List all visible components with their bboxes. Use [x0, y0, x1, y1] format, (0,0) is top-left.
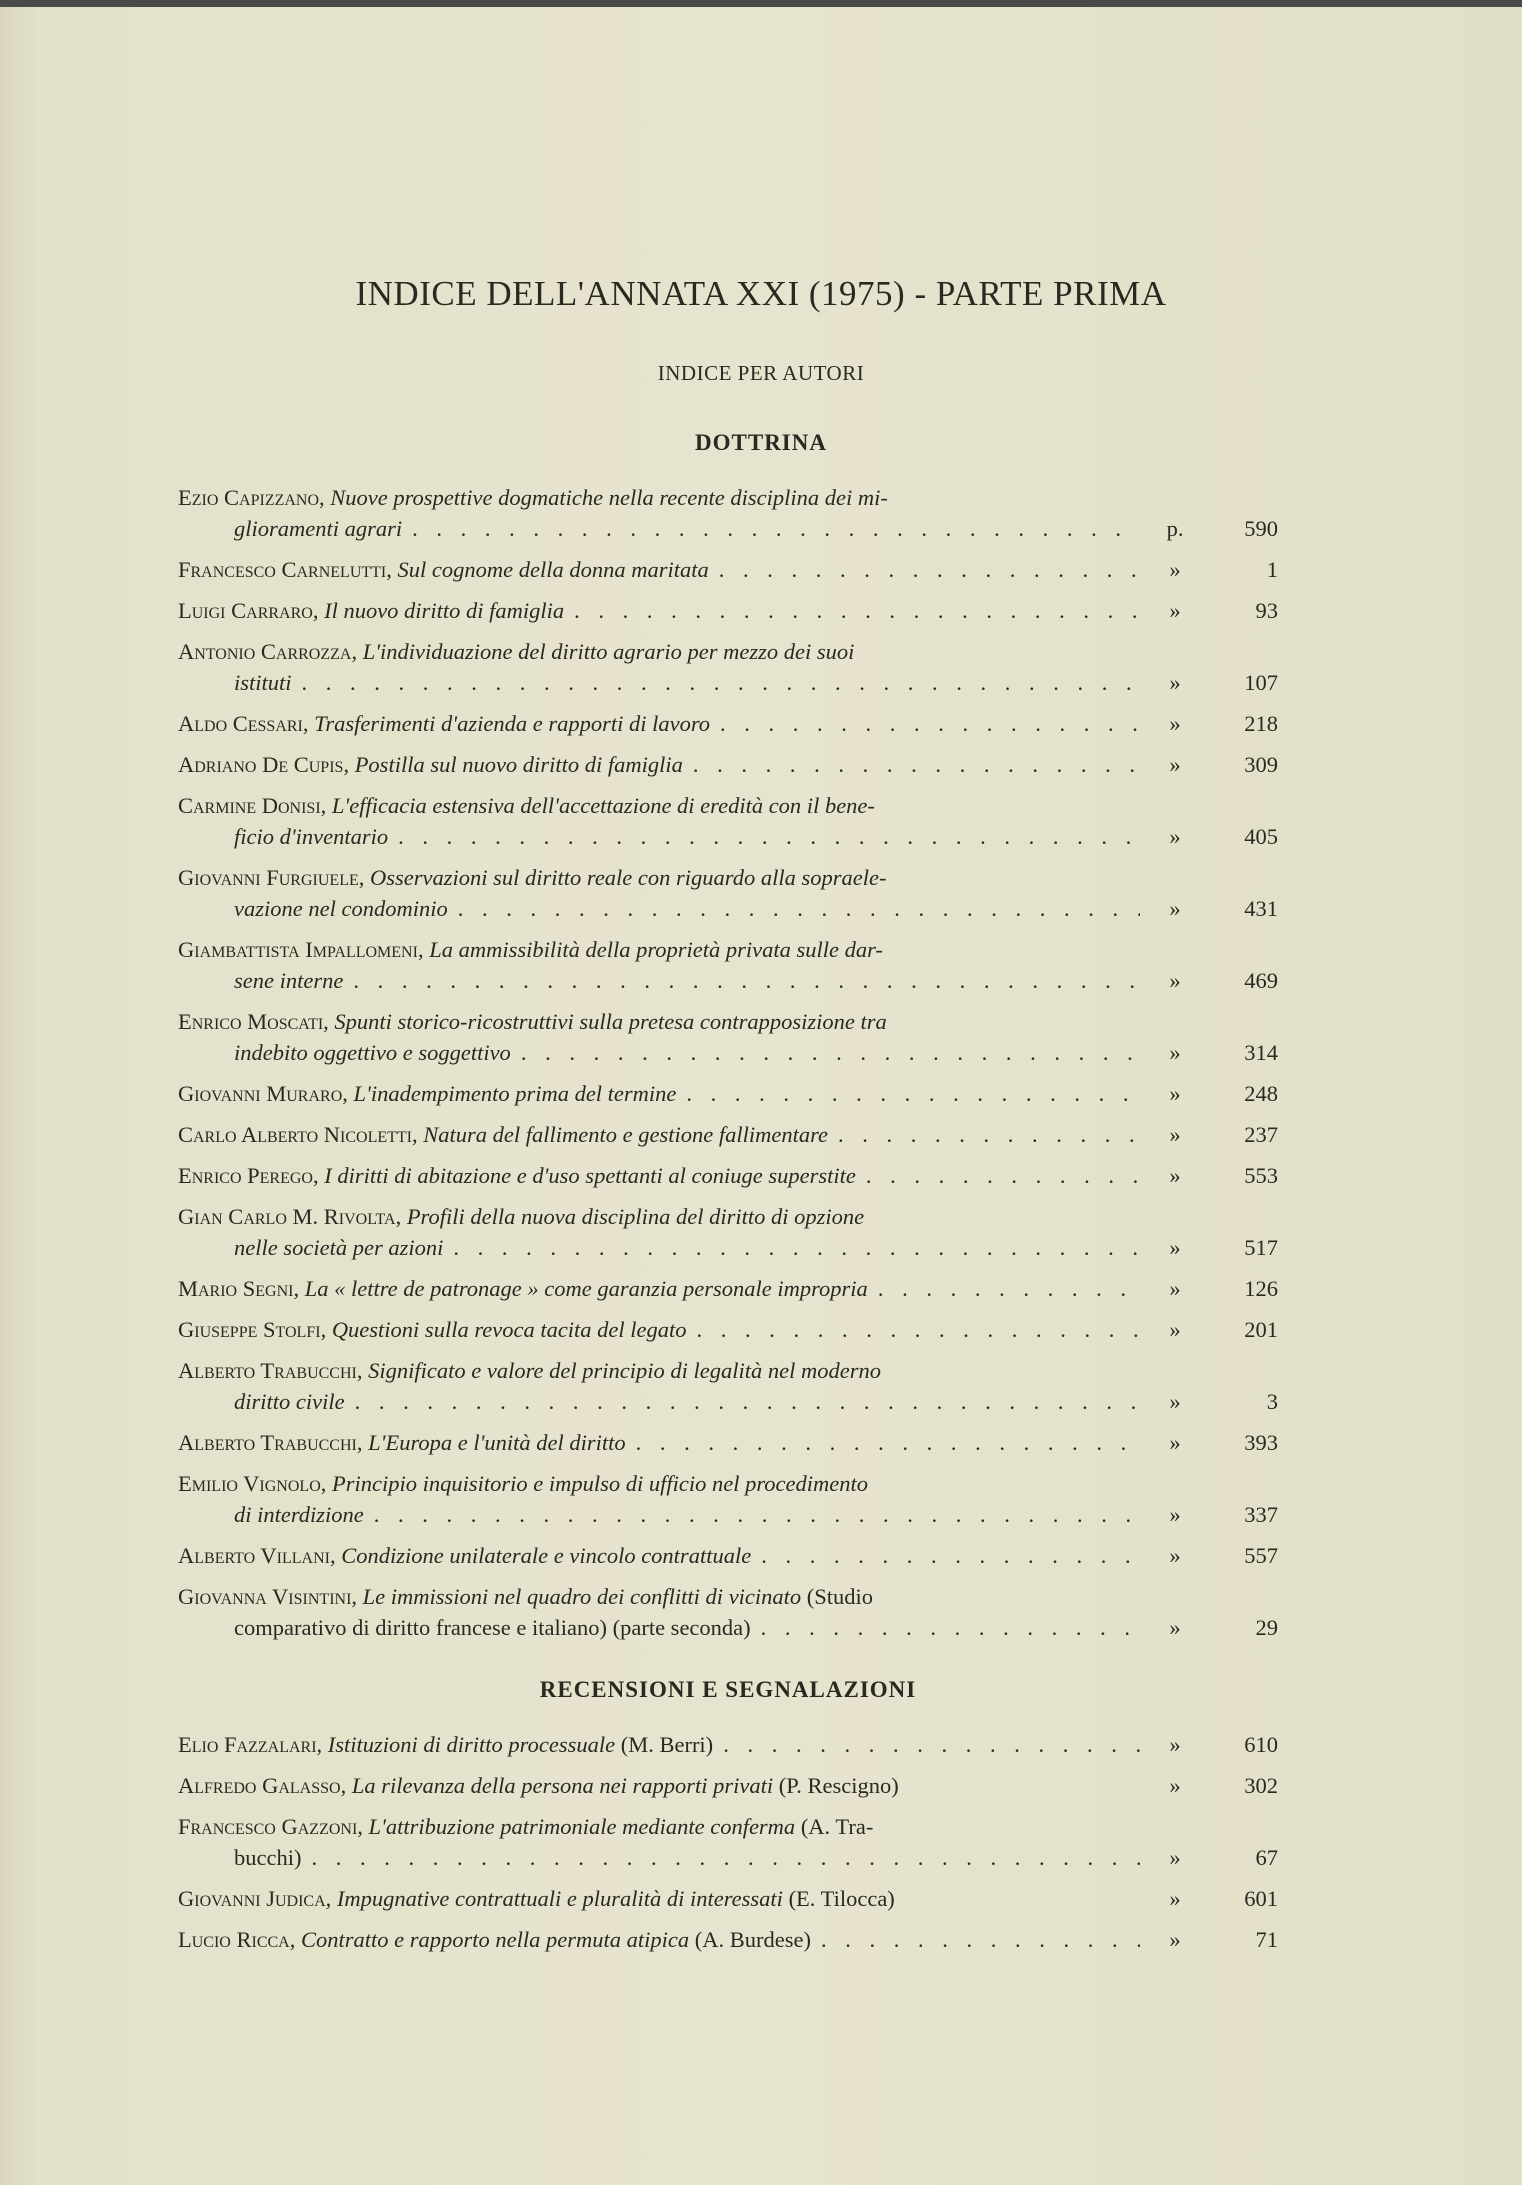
entry-text-run: Lucio Ricca, Contratto e rapporto nella permuta atipica (A. Burdese) [178, 1927, 811, 1952]
entry-text [178, 749, 1140, 780]
page-number: 126 [1244, 1276, 1278, 1301]
entry-text-run: Adriano De Cupis, Postilla sul nuovo diritto di famiglia [178, 752, 683, 777]
author-name: Giovanna Visintini [178, 1584, 352, 1609]
entry-line [178, 1201, 1278, 1232]
entry-text-run [234, 1499, 364, 1530]
index-entry [178, 1924, 1278, 1955]
article-title: Principio inquisitorio e impulso di ufficio nel procedimento [332, 1471, 868, 1496]
page-number: 71 [1255, 1927, 1278, 1952]
entry-text [178, 1201, 1140, 1232]
page-number: 309 [1244, 752, 1278, 777]
page-number: 337 [1244, 1502, 1278, 1527]
index-entry [178, 1201, 1278, 1263]
page-marker: » [1169, 968, 1181, 993]
page-marker: » [1169, 1430, 1181, 1455]
entry-text-run [234, 965, 343, 996]
entry-text-run: Giambattista Impallomeni, La ammissibilità della proprietà privata sulle dar- [178, 937, 883, 962]
article-title: Sul cognome della donna maritata [397, 557, 709, 582]
author-name: Aldo Cessari [178, 711, 303, 736]
page-marker: » [1169, 1502, 1181, 1527]
entry-text-run: Alberto Villani, Condizione unilaterale e vincolo contrattuale [178, 1543, 752, 1568]
entry-text [178, 1355, 1140, 1386]
page-number: 218 [1244, 711, 1278, 736]
page-marker: » [1169, 1235, 1181, 1260]
entry-text-run: Emilio Vignolo, Principio inquisitorio e impulso di ufficio nel procedimento [178, 1471, 868, 1496]
entry-text-run: Francesco Carnelutti, Sul cognome della donna maritata [178, 557, 709, 582]
entry-line [178, 1160, 1278, 1191]
entry-text [178, 1078, 1140, 1109]
entry-text [178, 965, 1140, 996]
article-title-cont: di interdizione [234, 1502, 364, 1527]
page-marker: » [1169, 1845, 1181, 1870]
entry-text-run [234, 821, 388, 852]
entry-text [178, 790, 1140, 821]
page-number: 201 [1244, 1317, 1278, 1342]
page-marker: » [1169, 598, 1181, 623]
entry-line [178, 1811, 1278, 1842]
entry-line [178, 1314, 1278, 1345]
page-number: 302 [1244, 1773, 1278, 1798]
index-entry [178, 554, 1278, 585]
index-entry [178, 1160, 1278, 1191]
page-number: 601 [1244, 1886, 1278, 1911]
index-entry [178, 1729, 1278, 1760]
reviewer-note: (M. Berri) [620, 1732, 714, 1757]
article-title: Nuove prospettive dogmatiche nella recente disciplina dei mi- [330, 485, 888, 510]
dot-leader [443, 1232, 1140, 1263]
author-name: Giovanni Furgiuele [178, 865, 359, 890]
article-title: Contratto e rapporto nella permuta atipica [300, 1927, 690, 1952]
article-title-cont: sene interne [234, 968, 344, 993]
section-heading-dottrina: DOTTRINA [695, 430, 827, 455]
entry-line [178, 1273, 1278, 1304]
entry-text [178, 1499, 1140, 1530]
entry-line [178, 790, 1278, 821]
entry-text-run: Antonio Carrozza, L'individuazione del diritto agrario per mezzo dei suoi [178, 639, 855, 664]
entry-text-run: Alfredo Galasso, La rilevanza della persona nei rapporti privati (P. Rescigno) [178, 1773, 899, 1798]
entry-text-run [234, 893, 448, 924]
entry-text-run: Giovanni Judica, Impugnative contrattuali e pluralità di interessati (E. Tilocca) [178, 1886, 895, 1911]
article-title: Istituzioni di diritto processuale [327, 1732, 616, 1757]
index-entry [178, 708, 1278, 739]
entry-line [178, 893, 1278, 924]
reviewer-note: (E. Tilocca) [788, 1886, 895, 1911]
entry-line [178, 965, 1278, 996]
dot-leader [676, 1078, 1140, 1109]
entry-line [178, 934, 1278, 965]
author-name: Elio Fazzalari [178, 1732, 317, 1757]
scan-top-edge [0, 0, 1522, 7]
entry-line [178, 513, 1278, 544]
entry-line [178, 1540, 1278, 1571]
dot-leader [868, 1273, 1140, 1304]
entry-line [178, 1078, 1278, 1109]
article-title: La « lettre de patronage » come garanzia personale impropria [304, 1276, 868, 1301]
entry-line [178, 1581, 1278, 1612]
index-subtitle: INDICE PER AUTORI [657, 361, 865, 385]
index-entry [178, 482, 1278, 544]
entry-line [178, 1499, 1278, 1530]
entry-line [178, 749, 1278, 780]
entry-text [178, 636, 1140, 667]
entry-text [178, 1883, 1140, 1914]
entry-line [178, 1119, 1278, 1150]
entry-text-run: Luigi Carraro, Il nuovo diritto di famiglia [178, 598, 565, 623]
entry-text-run [234, 513, 402, 544]
article-title: Osservazioni sul diritto reale con riguardo alla sopraele- [370, 865, 887, 890]
page-marker: p. [1166, 516, 1184, 541]
entry-line [178, 554, 1278, 585]
page-number: 93 [1255, 598, 1278, 623]
index-entry [178, 934, 1278, 996]
entry-text [178, 893, 1140, 924]
entry-text-run [234, 1037, 511, 1068]
author-name: Alberto Trabucchi [178, 1358, 357, 1383]
entry-text-run [234, 1612, 751, 1643]
entry-text [178, 513, 1140, 544]
page-marker: » [1169, 824, 1181, 849]
author-name: Alberto Trabucchi [178, 1430, 357, 1455]
dot-leader [388, 821, 1140, 852]
dot-leader [751, 1612, 1140, 1643]
entry-text-run: Mario Segni, La « lettre de patronage » come garanzia personale impropria [178, 1276, 868, 1301]
article-title: La rilevanza della persona nei rapporti privati [351, 1773, 774, 1798]
index-entry [178, 1427, 1278, 1458]
index-entry [178, 1770, 1278, 1801]
entry-text-run: Francesco Gazzoni, L'attribuzione patrimoniale mediante conferma (A. Tra- [178, 1814, 874, 1839]
page-number: 393 [1244, 1430, 1278, 1455]
entry-text [178, 1314, 1140, 1345]
index-entry [178, 1078, 1278, 1109]
dot-leader [292, 667, 1140, 698]
page-marker: » [1169, 1276, 1181, 1301]
index-entry [178, 1811, 1278, 1873]
entry-text [178, 1273, 1140, 1304]
reviewer-note: (Studio [806, 1584, 874, 1609]
author-name: Giovanni Judica [178, 1886, 326, 1911]
page-number: 557 [1244, 1543, 1278, 1568]
author-name: Adriano De Cupis [178, 752, 344, 777]
dot-leader [626, 1427, 1140, 1458]
author-name: Giambattista Impallomeni [178, 937, 418, 962]
entry-text [178, 1119, 1140, 1150]
entry-line [178, 1232, 1278, 1263]
author-name: Lucio Ricca [178, 1927, 290, 1952]
page-number: 469 [1244, 968, 1278, 993]
author-name: Enrico Perego [178, 1163, 313, 1188]
dot-leader [709, 554, 1140, 585]
entry-text [178, 1232, 1140, 1263]
entry-text [178, 1540, 1140, 1571]
index-entry [178, 790, 1278, 852]
author-name: Carmine Donisi [178, 793, 321, 818]
index-entry [178, 1355, 1278, 1417]
dot-leader [687, 1314, 1140, 1345]
author-name: Ezio Capizzano [178, 485, 320, 510]
article-title: L'Europa e l'unità del diritto [368, 1430, 626, 1455]
index-entry [178, 636, 1278, 698]
dot-leader [811, 1924, 1140, 1955]
dot-leader [710, 708, 1140, 739]
entry-text-run [234, 1386, 345, 1417]
page-marker: » [1169, 1886, 1181, 1911]
entry-text-run: Giovanna Visintini, Le immissioni nel quadro dei conflitti di vicinato (Studio [178, 1584, 874, 1609]
entry-text [178, 667, 1140, 698]
entry-text [178, 1924, 1140, 1955]
article-title: Trasferimenti d'azienda e rapporti di lavoro [314, 711, 710, 736]
author-name: Emilio Vignolo [178, 1471, 321, 1496]
entry-text-run [234, 1232, 443, 1263]
article-title: Significato e valore del principio di legalità nel moderno [368, 1358, 881, 1383]
reviewer-note: (P. Rescigno) [778, 1773, 899, 1798]
entry-line [178, 1612, 1278, 1643]
article-title-cont: vazione nel condominio [234, 896, 448, 921]
article-title: Il nuovo diritto di famiglia [324, 598, 565, 623]
page-marker: » [1169, 1317, 1181, 1342]
entry-line [178, 1770, 1278, 1801]
page-number: 29 [1255, 1615, 1278, 1640]
article-title: L'inadempimento prima del termine [353, 1081, 677, 1106]
article-title: L'efficacia estensiva dell'accettazione di eredità con il bene- [331, 793, 875, 818]
entry-text-run: Aldo Cessari, Trasferimenti d'azienda e rapporti di lavoro [178, 711, 710, 736]
author-name: Francesco Gazzoni [178, 1814, 358, 1839]
entry-line [178, 482, 1278, 513]
author-name: Giuseppe Stolfi [178, 1317, 321, 1342]
entry-text [178, 482, 1140, 513]
entry-text-run: Enrico Perego, I diritti di abitazione e d'uso spettanti al coniuge superstite [178, 1163, 856, 1188]
entry-text-run: Giuseppe Stolfi, Questioni sulla revoca tacita del legato [178, 1317, 687, 1342]
entry-text-run: Elio Fazzalari, Istituzioni di diritto processuale (M. Berri) [178, 1732, 714, 1757]
entry-line [178, 821, 1278, 852]
entry-text-run [234, 667, 292, 698]
page-marker: » [1169, 1389, 1181, 1414]
index-entry [178, 1581, 1278, 1643]
entry-text-run: Alberto Trabucchi, L'Europa e l'unità del diritto [178, 1430, 626, 1455]
page-number: 248 [1244, 1081, 1278, 1106]
index-entry [178, 1119, 1278, 1150]
entry-line [178, 595, 1278, 626]
article-title-cont: ficio d'inventario [234, 824, 389, 849]
page-number: 107 [1244, 670, 1278, 695]
reviewer-note: (A. Burdese) [694, 1927, 811, 1952]
page-number: 237 [1244, 1122, 1278, 1147]
section-heading: RECENSIONI E SEGNALAZIONI [539, 1677, 917, 1702]
entry-text-run [234, 1842, 301, 1873]
entry-text-run: Giovanni Furgiuele, Osservazioni sul diritto reale con riguardo alla sopraele- [178, 865, 887, 890]
entry-line [178, 1729, 1278, 1760]
dot-leader [683, 749, 1140, 780]
entry-line [178, 708, 1278, 739]
entry-text [178, 595, 1140, 626]
article-title-cont: glioramenti agrari [234, 516, 403, 541]
author-name: Alfredo Galasso [178, 1773, 341, 1798]
entry-text-run: Enrico Moscati, Spunti storico-ricostruttivi sulla pretesa contrapposizione tra [178, 1009, 887, 1034]
article-title: Natura del fallimento e gestione fallimentare [423, 1122, 829, 1147]
page-number: 3 [1266, 1389, 1278, 1414]
entry-text-run: Carlo Alberto Nicoletti, Natura del fallimento e gestione fallimentare [178, 1122, 829, 1147]
page-marker: » [1169, 711, 1181, 736]
page-title: INDICE DELL'ANNATA XXI (1975) - PARTE PRIMA [355, 274, 1167, 313]
entry-text-run: Ezio Capizzano, Nuove prospettive dogmatiche nella recente disciplina dei mi- [178, 485, 888, 510]
index-entry [178, 1468, 1278, 1530]
index-entry [178, 1314, 1278, 1345]
index-entry [178, 1540, 1278, 1571]
page-marker: » [1169, 1122, 1181, 1147]
article-title: Condizione unilaterale e vincolo contrattuale [341, 1543, 752, 1568]
entry-text [178, 1729, 1140, 1760]
entry-text [178, 1842, 1140, 1873]
entry-line [178, 862, 1278, 893]
article-title-cont: istituti [234, 670, 292, 695]
article-title: L'attribuzione patrimoniale mediante conferma [368, 1814, 796, 1839]
index-entry [178, 862, 1278, 924]
entry-line [178, 1037, 1278, 1068]
entry-text [178, 862, 1140, 893]
entry-text [178, 1468, 1140, 1499]
entry-text [178, 708, 1140, 739]
page-marker: » [1169, 1615, 1181, 1640]
page-marker: » [1169, 670, 1181, 695]
article-title: La ammissibilità della proprietà privata sulle dar- [429, 937, 883, 962]
index-list [178, 482, 1278, 1965]
page-marker: » [1169, 1081, 1181, 1106]
article-title: Impugnative contrattuali e pluralità di interessati [336, 1886, 783, 1911]
entry-text-run: Alberto Trabucchi, Significato e valore del principio di legalità nel moderno [178, 1358, 881, 1383]
entry-text [178, 1770, 1140, 1801]
dot-leader [364, 1499, 1140, 1530]
page-number: 610 [1244, 1732, 1278, 1757]
article-title-cont: indebito oggettivo e soggettivo [234, 1040, 511, 1065]
author-name: Luigi Carraro [178, 598, 313, 623]
entry-text [178, 1581, 1140, 1612]
article-title: Le immissioni nel quadro dei conflitti di vicinato [362, 1584, 802, 1609]
entry-line [178, 636, 1278, 667]
index-entry [178, 1273, 1278, 1304]
dot-leader [511, 1037, 1140, 1068]
author-name: Carlo Alberto Nicoletti [178, 1122, 413, 1147]
page-marker: » [1169, 1927, 1181, 1952]
dot-leader [564, 595, 1140, 626]
dot-leader [856, 1160, 1140, 1191]
entry-text [178, 821, 1140, 852]
entry-text-run: Carmine Donisi, L'efficacia estensiva dell'accettazione di eredità con il bene- [178, 793, 875, 818]
author-name: Antonio Carrozza [178, 639, 352, 664]
dot-leader [343, 965, 1140, 996]
index-entry [178, 1883, 1278, 1914]
author-name: Giovanni Muraro [178, 1081, 343, 1106]
entry-line [178, 1355, 1278, 1386]
dot-leader [345, 1386, 1140, 1417]
dot-leader [751, 1540, 1140, 1571]
author-name: Mario Segni [178, 1276, 294, 1301]
page-marker: » [1169, 1732, 1181, 1757]
page-number: 405 [1244, 824, 1278, 849]
article-title-cont: nelle società per azioni [234, 1235, 444, 1260]
page-marker: » [1169, 896, 1181, 921]
article-title: Postilla sul nuovo diritto di famiglia [354, 752, 683, 777]
entry-line [178, 1883, 1278, 1914]
entry-text-run: Gian Carlo M. Rivolta, Profili della nuova disciplina del diritto di opzione [178, 1204, 865, 1229]
entry-line [178, 1427, 1278, 1458]
author-name: Alberto Villani [178, 1543, 330, 1568]
entry-line [178, 667, 1278, 698]
article-title: Spunti storico-ricostruttivi sulla pretesa contrapposizione tra [334, 1009, 887, 1034]
author-name: Enrico Moscati [178, 1009, 324, 1034]
page-number: 431 [1244, 896, 1278, 921]
reviewer-note-cont: comparativo di diritto francese e italiano) (parte seconda) [234, 1615, 751, 1640]
entry-text [178, 1612, 1140, 1643]
entry-text [178, 1006, 1140, 1037]
page-marker: » [1169, 1040, 1181, 1065]
entry-line [178, 1924, 1278, 1955]
index-entry [178, 1006, 1278, 1068]
entry-text [178, 1037, 1140, 1068]
entry-line [178, 1842, 1278, 1873]
entry-text [178, 554, 1140, 585]
reviewer-note: (A. Tra- [800, 1814, 874, 1839]
entry-text [178, 1427, 1140, 1458]
page-marker: » [1169, 1163, 1181, 1188]
entry-text [178, 1160, 1140, 1191]
author-name: Francesco Carnelutti [178, 557, 387, 582]
page-number: 1 [1266, 557, 1278, 582]
dot-leader [402, 513, 1140, 544]
article-title: Questioni sulla revoca tacita del legato [331, 1317, 687, 1342]
page-marker: » [1169, 1543, 1181, 1568]
entry-text-run: Giovanni Muraro, L'inadempimento prima del termine [178, 1081, 677, 1106]
entry-line [178, 1468, 1278, 1499]
page-marker: » [1169, 752, 1181, 777]
article-title-cont: diritto civile [234, 1389, 345, 1414]
page-marker: » [1169, 1773, 1181, 1798]
entry-text [178, 1811, 1140, 1842]
reviewer-note-cont: bucchi) [234, 1845, 302, 1870]
dot-leader [713, 1729, 1140, 1760]
page-number: 553 [1244, 1163, 1278, 1188]
article-title: Profili della nuova disciplina del diritto di opzione [406, 1204, 865, 1229]
index-entry [178, 749, 1278, 780]
entry-text [178, 1386, 1140, 1417]
page-marker: » [1169, 557, 1181, 582]
dot-leader [301, 1842, 1140, 1873]
entry-line [178, 1006, 1278, 1037]
entry-line [178, 1386, 1278, 1417]
dot-leader [828, 1119, 1140, 1150]
page-number: 590 [1244, 516, 1278, 541]
page-number: 314 [1244, 1040, 1278, 1065]
article-title: L'individuazione del diritto agrario per mezzo dei suoi [362, 639, 855, 664]
page-number: 67 [1255, 1845, 1278, 1870]
article-title: I diritti di abitazione e d'uso spettanti al coniuge superstite [324, 1163, 856, 1188]
author-name: Gian Carlo M. Rivolta [178, 1204, 396, 1229]
index-entry [178, 595, 1278, 626]
entry-text [178, 934, 1140, 965]
dot-leader [448, 893, 1140, 924]
page-number: 517 [1244, 1235, 1278, 1260]
